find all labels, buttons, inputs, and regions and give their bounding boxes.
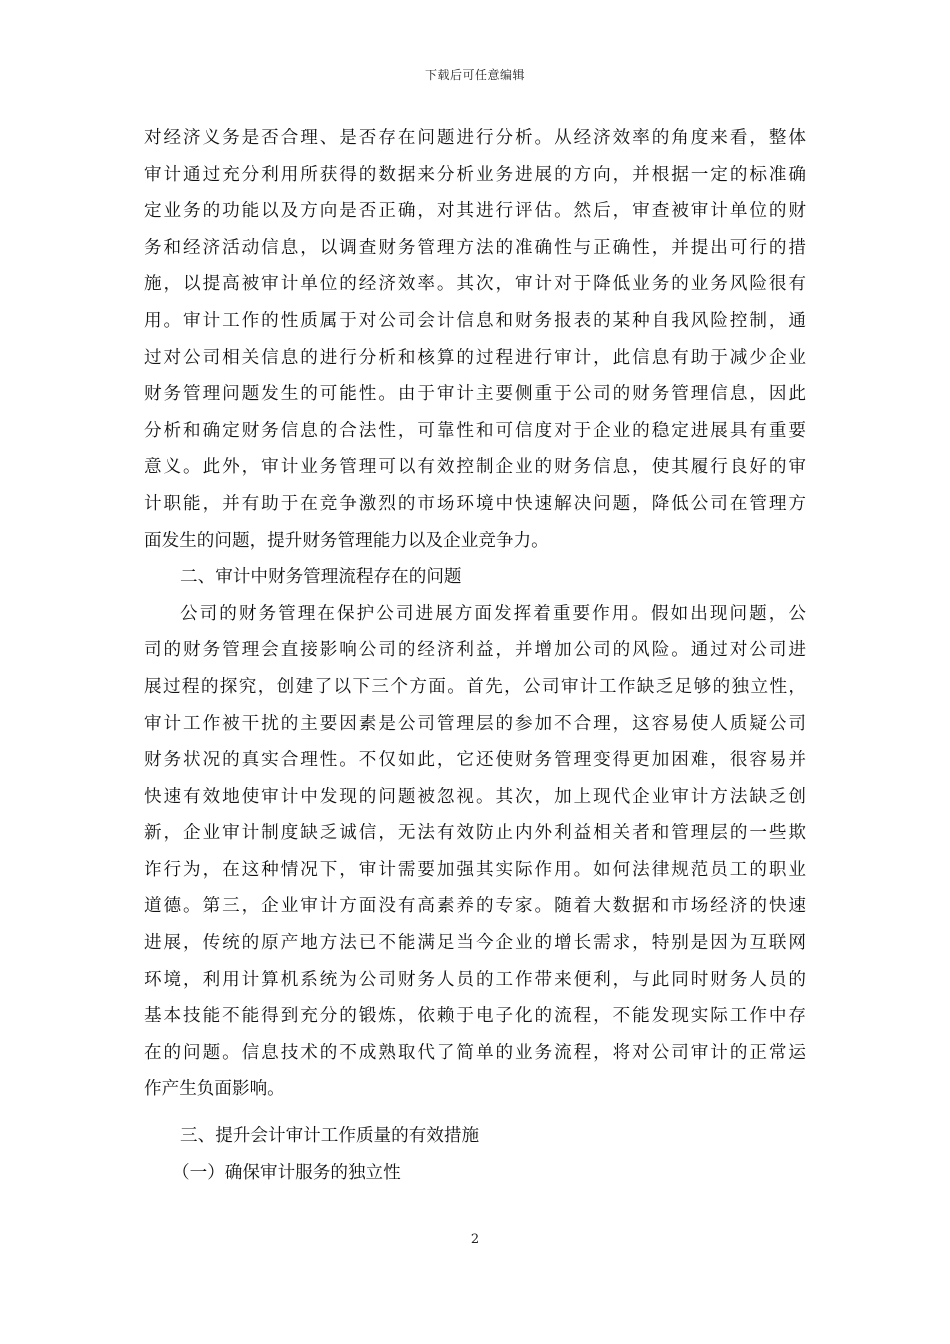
paragraph-line: 面发生的问题，提升财务管理能力以及企业竞争力。 <box>144 530 549 551</box>
paragraph-line: 意义。此外，审计业务管理可以有效控制企业的财务信息，使其履行良好的审 <box>144 457 806 478</box>
paragraph-2 <box>144 596 806 1108</box>
paragraph-line: 用。审计工作的性质属于对公司会计信息和财务报表的某种自我风险控制，通 <box>144 310 806 331</box>
paragraph-line: 作产生负面影响。 <box>144 1079 285 1100</box>
page-header: 下载后可任意编辑 <box>424 68 525 82</box>
paragraph-line: 环境，利用计算机系统为公司财务人员的工作带来便利，与此同时财务人员的 <box>144 969 806 990</box>
paragraph-line: 司的财务管理会直接影响公司的经济利益，并增加公司的风险。通过对公司进 <box>144 640 806 661</box>
paragraph-line: 对经济义务是否合理、是否存在问题进行分析。从经济效率的角度来看，整体 <box>144 128 806 148</box>
document-body <box>144 120 806 1191</box>
paragraph-line: 计职能，并有助于在竞争激烈的市场环境中快速解决问题，降低公司在管理方 <box>144 493 806 514</box>
subsection-heading-1: （一）确保审计服务的独立性 <box>172 1162 401 1183</box>
paragraph-line: 基本技能不能得到充分的锻炼，依赖于电子化的流程，不能发现实际工作中存 <box>144 1006 806 1027</box>
paragraph-line: 快速有效地使审计中发现的问题被忽视。其次，加上现代企业审计方法缺乏创 <box>144 786 806 807</box>
paragraph-line: 务和经济活动信息，以调查财务管理方法的准确性与正确性，并提出可行的措 <box>144 237 806 258</box>
page-number: 2 <box>470 1232 480 1247</box>
paragraph-line: 诈行为，在这种情况下，审计需要加强其实际作用。如何法律规范员工的职业 <box>144 859 806 880</box>
paragraph-line: 财务状况的真实合理性。不仅如此，它还使财务管理变得更加困难，很容易并 <box>144 750 806 771</box>
paragraph-line: 财务管理问题发生的可能性。由于审计主要侧重于公司的财务管理信息，因此 <box>144 384 806 405</box>
paragraph-line: 道德。第三，企业审计方面没有高素养的专家。随着大数据和市场经济的快速 <box>144 896 806 917</box>
section-heading-3: 三、提升会计审计工作质量的有效措施 <box>180 1126 480 1147</box>
paragraph-line: 审计通过充分利用所获得的数据来分析业务进展的方向，并根据一定的标准确 <box>144 164 806 185</box>
paragraph-line: 过对公司相关信息的进行分析和核算的过程进行审计，此信息有助于减少企业 <box>144 347 806 368</box>
paragraph-line: 审计工作被干扰的主要因素是公司管理层的参加不合理，这容易使人质疑公司 <box>144 713 806 734</box>
paragraph-line: 分析和确定财务信息的合法性，可靠性和可信度对于企业的稳定进展具有重要 <box>144 420 806 441</box>
paragraph-line: 新，企业审计制度缺乏诚信，无法有效防止内外利益相关者和管理层的一些欺 <box>144 823 806 844</box>
paragraph-line: 在的问题。信息技术的不成熟取代了简单的业务流程，将对公司审计的正常运 <box>144 1042 806 1063</box>
spacer <box>144 1108 806 1118</box>
paragraph-1 <box>144 120 806 559</box>
paragraph-line: 进展，传统的原产地方法已不能满足当今企业的增长需求，特别是因为互联网 <box>144 933 806 954</box>
paragraph-line: 公司的财务管理在保护公司进展方面发挥着重要作用。假如出现问题，公 <box>180 603 806 624</box>
paragraph-line: 施，以提高被审计单位的经济效率。其次，审计对于降低业务的业务风险很有 <box>144 274 806 295</box>
paragraph-line: 展过程的探究，创建了以下三个方面。首先，公司审计工作缺乏足够的独立性， <box>144 676 806 697</box>
paragraph-line: 定业务的功能以及方向是否正确，对其进行评估。然后，审查被审计单位的财 <box>144 201 806 222</box>
section-heading-2: 二、审计中财务管理流程存在的问题 <box>180 567 462 588</box>
